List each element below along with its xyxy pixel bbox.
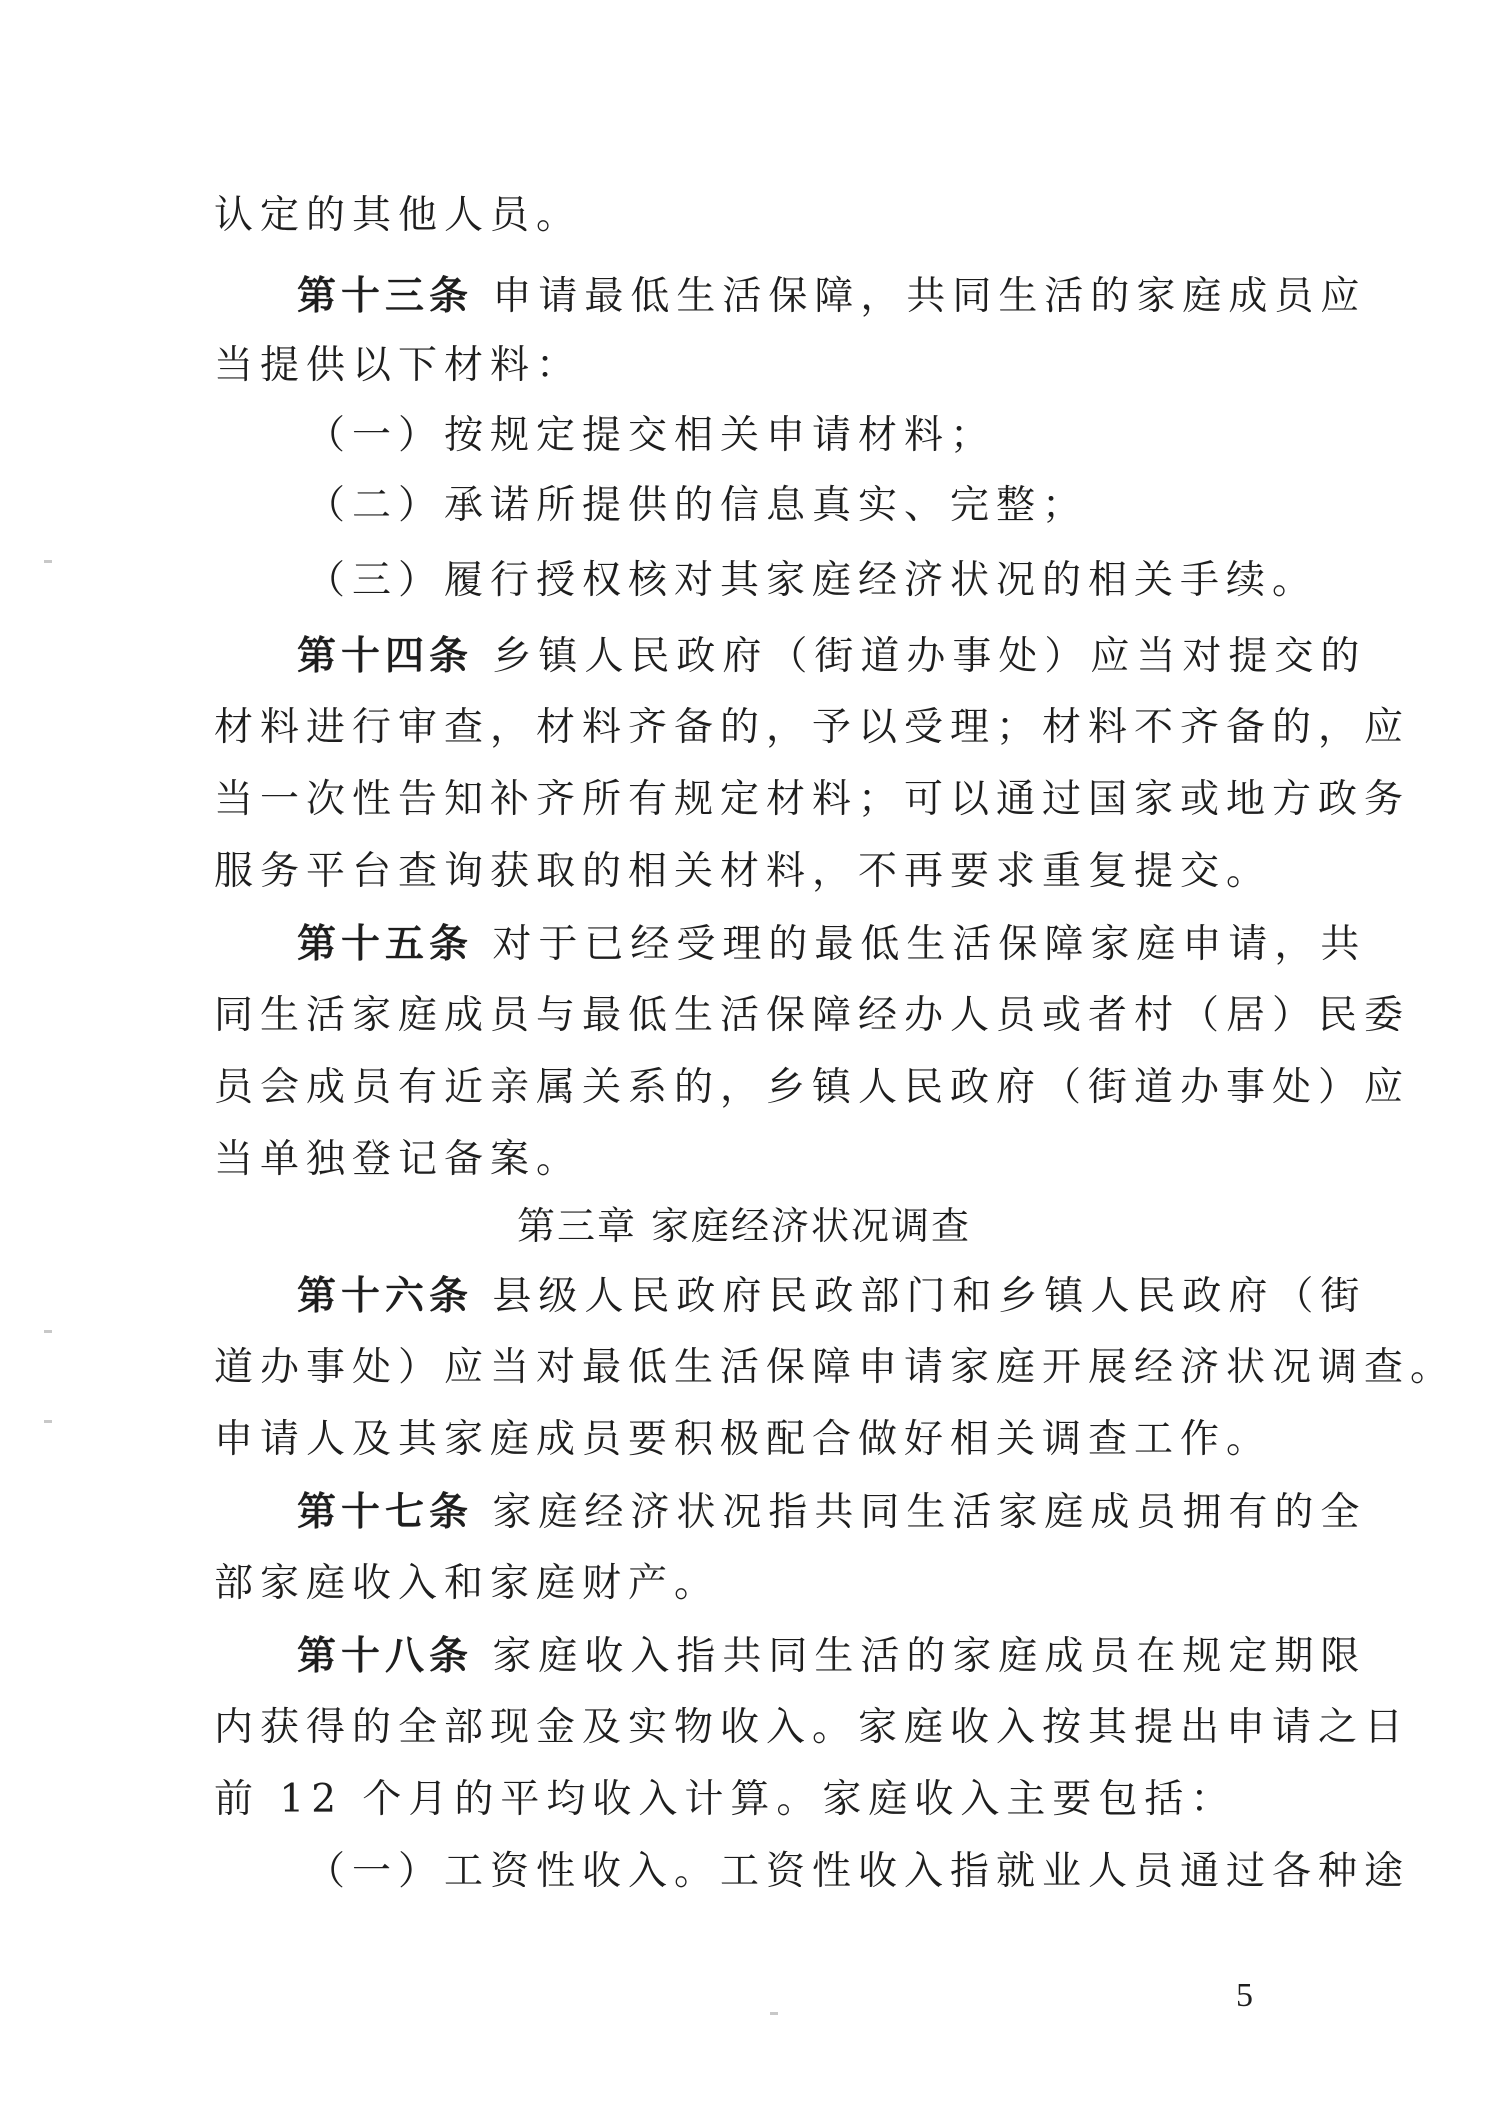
- article-13-item-2: （二）承诺所提供的信息真实、完整；: [306, 483, 1089, 528]
- article-13-item-1: （一）按规定提交相关申请材料；: [306, 413, 997, 458]
- article-14-line-3: 当一次性告知补齐所有规定材料；可以通过国家或地方政务: [214, 777, 1411, 822]
- article-15-line-2: 同生活家庭成员与最低生活保障经办人员或者村（居）民委: [214, 993, 1411, 1038]
- article-16-line-3: 申请人及其家庭成员要积极配合做好相关调查工作。: [214, 1417, 1273, 1462]
- article-14-text: 乡镇人民政府（街道办事处）应当对提交的: [492, 634, 1367, 679]
- article-13-title: 第十三条: [297, 273, 474, 319]
- article-14-title: 第十四条: [297, 633, 474, 679]
- article-15-line-3: 员会成员有近亲属关系的，乡镇人民政府（街道办事处）应: [214, 1065, 1411, 1110]
- page-number: 5: [1236, 1977, 1253, 2014]
- article-16-title: 第十六条: [297, 1273, 474, 1319]
- article-13-line-1: [297, 260, 1377, 332]
- article-15-title: 第十五条: [297, 921, 474, 967]
- article-18-line-2: 内获得的全部现金及实物收入。家庭收入按其提出申请之日: [214, 1705, 1411, 1750]
- article-16-text: 县级人民政府民政部门和乡镇人民政府（街: [492, 1274, 1367, 1319]
- article-18-line-1: [297, 1620, 1377, 1692]
- paragraph-line: 认定的其他人员。: [214, 193, 583, 238]
- article-15-line-1: [297, 908, 1377, 980]
- article-13-item-3: （三）履行授权核对其家庭经济状况的相关手续。: [306, 558, 1319, 603]
- article-18-title: 第十八条: [297, 1633, 474, 1679]
- article-17-text: 家庭经济状况指共同生活家庭成员拥有的全: [492, 1490, 1367, 1535]
- article-16-line-2: 道办事处）应当对最低生活保障申请家庭开展经济状况调查。: [214, 1345, 1457, 1390]
- article-15-text: 对于已经受理的最低生活保障家庭申请，共: [492, 922, 1367, 967]
- scan-speck: [770, 2012, 778, 2015]
- article-15-line-4: 当单独登记备案。: [214, 1137, 583, 1182]
- article-17-line-2: 部家庭收入和家庭财产。: [214, 1561, 721, 1606]
- article-13-line-2: 当提供以下材料：: [214, 343, 583, 388]
- article-18-text: 家庭收入指共同生活的家庭成员在规定期限: [492, 1634, 1367, 1679]
- article-14-line-4: 服务平台查询获取的相关材料，不再要求重复提交。: [214, 849, 1273, 894]
- article-14-line-2: 材料进行审查，材料齐备的，予以受理；材料不齐备的，应: [214, 705, 1411, 750]
- article-17-line-1: [297, 1476, 1377, 1548]
- article-14-line-1: [297, 620, 1377, 692]
- article-17-title: 第十七条: [297, 1489, 474, 1535]
- article-16-line-1: [297, 1260, 1377, 1332]
- scan-speck: [44, 1420, 52, 1423]
- chapter-heading: 第三章 家庭经济状况调查: [516, 1204, 972, 1248]
- scan-speck: [44, 1330, 52, 1333]
- article-18-line-3: 前 12 个月的平均收入计算。家庭收入主要包括：: [214, 1777, 1237, 1822]
- article-18-item-1: （一）工资性收入。工资性收入指就业人员通过各种途: [306, 1849, 1411, 1894]
- article-13-text: 申请最低生活保障，共同生活的家庭成员应: [492, 274, 1367, 319]
- scan-speck: [44, 560, 52, 563]
